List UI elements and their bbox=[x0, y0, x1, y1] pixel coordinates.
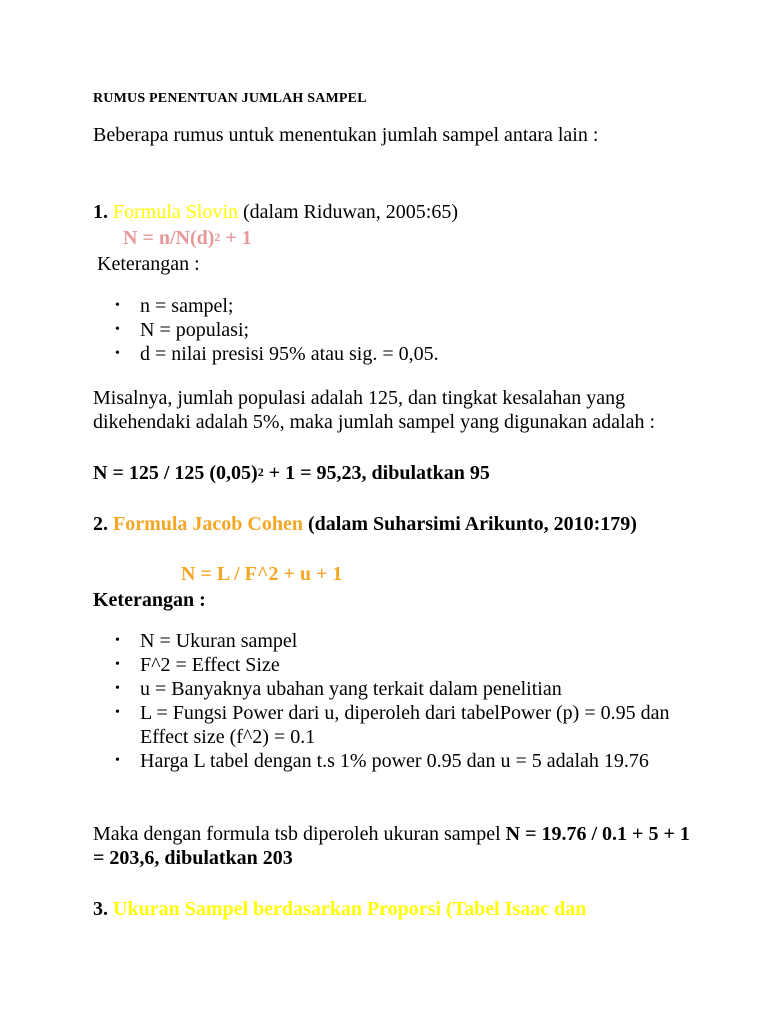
section1-keterangan: Keterangan : bbox=[97, 253, 200, 275]
section1-source: (dalam Riduwan, 2005:65) bbox=[243, 201, 458, 223]
list-item: • N = populasi; bbox=[93, 318, 713, 342]
section3-heading bbox=[93, 897, 733, 921]
list-item: • F^2 = Effect Size bbox=[93, 653, 693, 677]
section1-example: Misalnya, jumlah populasi adalah 125, dan tingkat kesalahan yang dikehendaki adalah 5%, maka jumlah sampel yang digunakan adalah : bbox=[93, 387, 656, 433]
section1-number: 1. bbox=[93, 201, 108, 223]
cohen-formula: N = L / F^2 + u + 1 bbox=[181, 563, 343, 585]
list-item: • Harga L tabel dengan t.s 1% power 0.95 dan u = 5 adalah 19.76 bbox=[93, 749, 693, 773]
list-item: • d = nilai presisi 95% atau sig. = 0,05. bbox=[93, 342, 713, 366]
section2-number: 2. bbox=[93, 513, 108, 535]
section2-source: (dalam Suharsimi Arikunto, 2010:179) bbox=[308, 513, 637, 535]
list-item: • N = Ukuran sampel bbox=[93, 629, 693, 653]
slovin-formula: $N = n/N(d)^2 + 1$ bbox=[123, 227, 252, 249]
section2-heading bbox=[93, 512, 653, 536]
section1-result: N = 125 / 125 $(0,05)^2 + 1 = 95,23$, dibulatkan 95 bbox=[93, 462, 490, 484]
list-item: • u = Banyaknya ubahan yang terkait dalam penelitian bbox=[93, 677, 693, 701]
section1-heading bbox=[93, 200, 458, 224]
section2-name: Formula Jacob Cohen bbox=[113, 513, 303, 535]
section2-conclusion: Maka dengan formula tsb diperoleh ukuran sampel N = 19.76 / 0.1 + 5 + 1 = 203,6, dibulatkan 203 bbox=[93, 823, 690, 869]
section2-keterangan: Keterangan : bbox=[93, 589, 206, 611]
document-title: RUMUS PENENTUAN JUMLAH SAMPEL bbox=[93, 91, 367, 106]
list-item: • L = Fungsi Power dari u, diperoleh dari tabelPower (p) = 0.95 dan Effect size (f^2) = 0.1 bbox=[93, 701, 693, 749]
section2-list bbox=[93, 629, 693, 773]
list-item: • n = sampel; bbox=[93, 294, 713, 318]
section1-list bbox=[93, 294, 713, 366]
intro-paragraph: Beberapa rumus untuk menentukan jumlah sampel antara lain : bbox=[93, 124, 599, 146]
section3-number: 3. bbox=[93, 898, 108, 920]
section1-name: Formula Slovin bbox=[113, 201, 239, 223]
section3-name: Ukuran Sampel berdasarkan Proporsi (Tabel Isaac dan bbox=[113, 898, 587, 920]
